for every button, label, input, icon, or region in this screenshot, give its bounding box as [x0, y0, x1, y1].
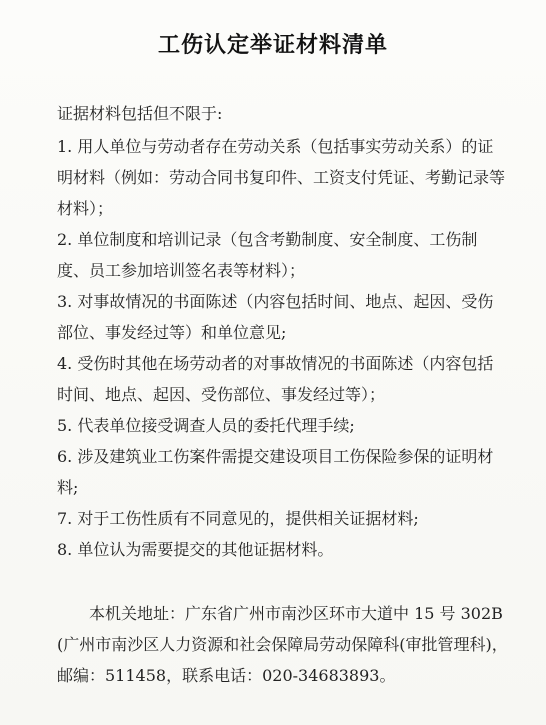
document-title: 工伤认定举证材料清单 — [157, 32, 388, 58]
list-item-7: 7. 对于工伤性质有不同意见的，提供相关证据材料; — [57, 509, 419, 528]
list-item-4: 4. 受伤时其他在场劳动者的对事故情况的书面陈述（内容包括时间、地点、起因、受伤部位、事发经过等）； — [57, 354, 494, 404]
list-item-3: 3. 对事故情况的书面陈述（内容包括时间、地点、起因、受伤部位、事发经过等）和单位意见; — [57, 292, 494, 342]
evidence-list — [57, 131, 509, 565]
list-item-1: 1. 用人单位与劳动者存在劳动关系（包括事实劳动关系）的证明材料（例如：劳动合同书复印件、工资支付凭证、考勤记录等材料）； — [57, 137, 506, 218]
intro-text: 证据材料包括但不限于: — [57, 104, 223, 123]
list-item-6: 6. 涉及建筑业工伤案件需提交建设项目工伤保险参保的证明材料; — [57, 447, 494, 497]
address-paragraph: 本机关地址：广东省广州市南沙区环市大道中 15 号 302B(广州市南沙区人力资源和社会保障局劳动保障科(审批管理科)，邮编：511458，联系电话：020-34683893。 — [57, 604, 508, 685]
list-item-5: 5. 代表单位接受调查人员的委托代理手续; — [57, 416, 355, 435]
list-item-8: 8. 单位认为需要提交的其他证据材料。 — [57, 540, 334, 559]
list-item-2: 2. 单位制度和培训记录（包含考勤制度、安全制度、工伤制度、员工参加培训签名表等材料）； — [57, 230, 478, 280]
